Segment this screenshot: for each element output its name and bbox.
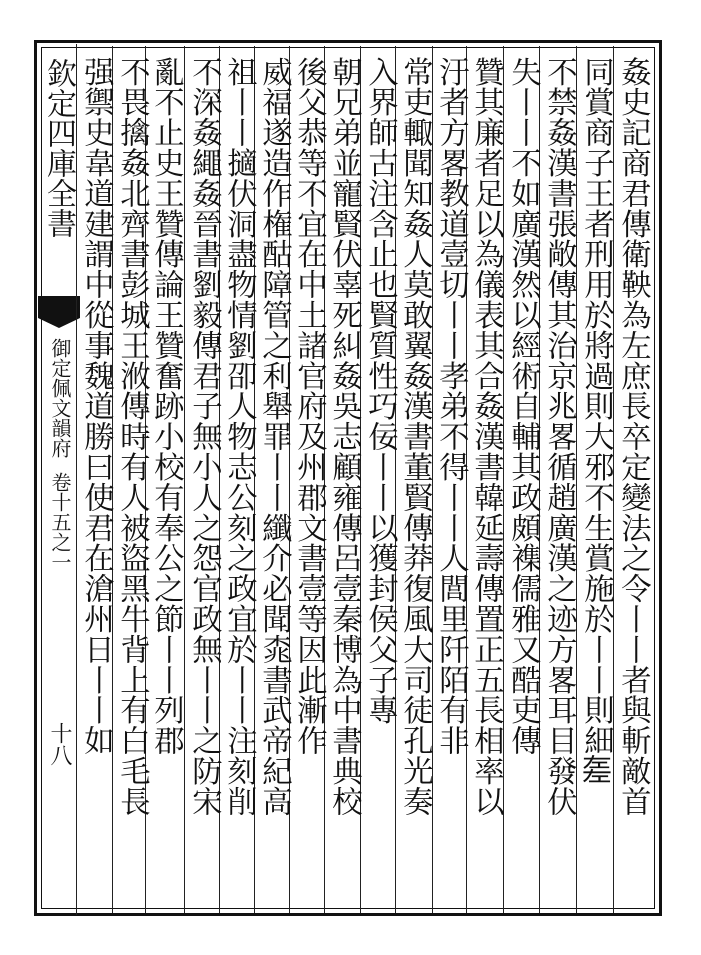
text-column: 汙者方畧教道壹切丨丨孝弟不得丨丨人閭里阡陌有非	[433, 56, 469, 756]
text-column: 亂不止史王贊傳論王贊奮跡小校有奉公之節丨丨列郡	[148, 56, 184, 756]
text-column: 失丨丨不如廣漢然以經術自輔其政頗襍儒雅又酷吏傳	[505, 56, 541, 756]
column-rule	[576, 46, 577, 913]
column-rule	[503, 46, 504, 913]
column-rule	[184, 46, 185, 913]
text-column: 同賞商子王者刑用於將過則大邪不生賞施於丨丨則細𢀡	[578, 56, 614, 786]
volume-label: 卷十五之一	[48, 472, 72, 572]
text-column: 强禦史韋道建謂中從事魏道勝曰使君在滄州日丨丨如	[78, 56, 114, 756]
folio-number: 十八	[47, 722, 72, 766]
text-column: 常吏輙聞知姦人莫敢翼姦漢書董賢傳莽復風大司徒孔光奏	[397, 56, 433, 816]
text-column: 威福遂造作権酤障管之利舉罪丨丨纖介必聞𣑯書武帝紀高	[256, 56, 292, 816]
series-title: 欽定四庫全書	[41, 58, 76, 238]
column-rule	[613, 46, 614, 913]
text-column: 祖丨丨擿伏洞盡物情劉卲人物志公刻之政宜於丨丨注刻削	[221, 56, 257, 816]
column-rule	[76, 44, 77, 915]
text-column: 姦史記商君傳衛鞅為左庶長卒定變法之令丨丨者與斬敵首	[615, 56, 651, 816]
text-column: 朝兄弟並寵賢伏辜死糾姦吳志顧雍傳呂壹秦博為中書典校	[326, 56, 362, 816]
text-column: 贊其廉者足以為儀表其合姦漢書韓延壽傳置正五長相率以	[468, 56, 504, 816]
book-title: 御定佩文韻府	[48, 338, 72, 458]
fishtail-mark	[38, 296, 80, 318]
text-column: 不禁姦漢書張敞傳其治京兆畧循趙廣漢之迹方畧耳目發伏	[541, 56, 577, 816]
text-column: 不畏擒姦北齊書彭城王浟傳時有人被盜黑牛背上有白毛長	[114, 56, 150, 816]
text-column: 不深姦繩姦晉書劉毅傳君子無小人之怨官政無丨丨之防宋	[186, 56, 222, 816]
text-column: 後父恭等不宜在中土諸官府及州郡文書壹等因此漸作	[291, 56, 327, 756]
text-column: 入界師古注含止也賢質性巧佞丨丨以獲封侯父子專	[362, 56, 398, 725]
